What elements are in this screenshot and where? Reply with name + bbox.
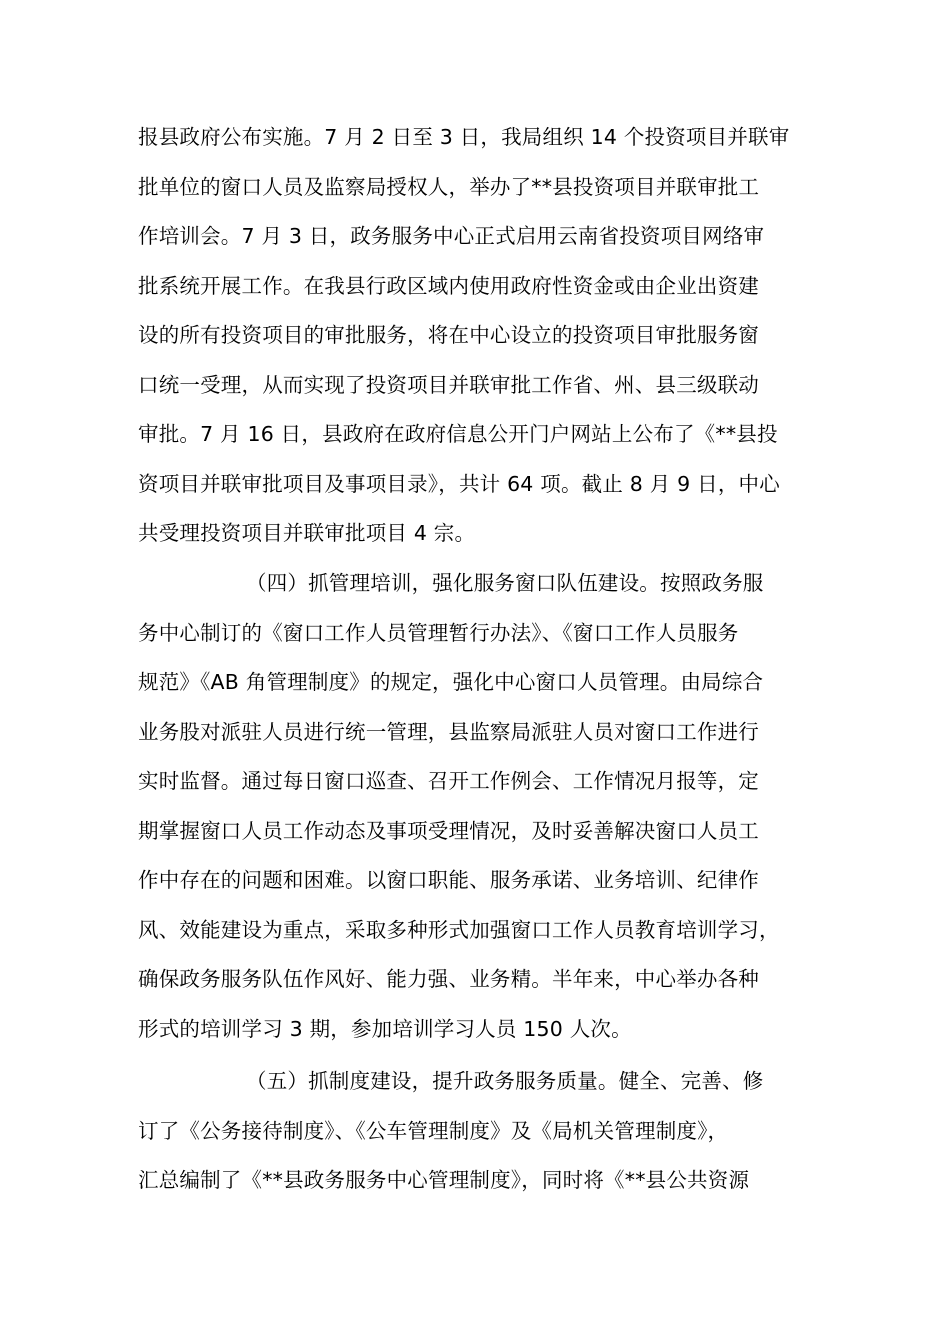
section-heading-four: （四）抓管理培训，强化服务窗口队伍建设。按照政务服: [246, 571, 764, 595]
section-heading-five: （五）抓制度建设，提升政务服务质量。健全、完善、修: [246, 1069, 764, 1093]
text-line: 批系统开展工作。在我县行政区域内使用政府性资金或由企业出资建: [138, 274, 759, 298]
text-line: 共受理投资项目并联审批项目 4 宗。: [138, 521, 476, 545]
text-line: 形式的培训学习 3 期，参加培训学习人员 150 人次。: [138, 1017, 632, 1041]
text-line: 期掌握窗口人员工作动态及事项受理情况，及时妥善解决窗口人员工: [138, 819, 759, 843]
text-line: 实时监督。通过每日窗口巡查、召开工作例会、工作情况月报等，定: [138, 769, 759, 793]
text-line: 作中存在的问题和困难。以窗口职能、服务承诺、业务培训、纪律作: [138, 868, 759, 892]
text-line: 规范》《AB 角管理制度》的规定，强化中心窗口人员管理。由局综合: [138, 670, 764, 694]
text-line: 设的所有投资项目的审批服务，将在中心设立的投资项目审批服务窗: [138, 323, 759, 347]
text-line: 订了《公务接待制度》、《公车管理制度》及《局机关管理制度》，: [138, 1119, 729, 1143]
text-line: 审批。7 月 16 日，县政府在政府信息公开门户网站上公布了《**县投: [138, 422, 778, 446]
text-line: 业务股对派驻人员进行统一管理，县监察局派驻人员对窗口工作进行: [138, 720, 759, 744]
text-line: 风、效能建设为重点，采取多种形式加强窗口工作人员教育培训学习，: [138, 918, 780, 942]
text-line: 批单位的窗口人员及监察局授权人，举办了**县投资项目并联审批工: [138, 175, 760, 199]
text-line: 务中心制订的《窗口工作人员管理暂行办法》、《窗口工作人员服务: [138, 621, 739, 645]
text-line: 报县政府公布实施。7 月 2 日至 3 日，我局组织 14 个投资项目并联审: [138, 125, 790, 149]
text-line: 确保政务服务队伍作风好、能力强、业务精。半年来，中心举办各种: [138, 967, 759, 991]
text-line: 口统一受理，从而实现了投资项目并联审批工作省、州、县三级联动: [138, 373, 759, 397]
text-line: 资项目并联审批项目及事项目录》，共计 64 项。截止 8 月 9 日，中心: [138, 472, 780, 496]
text-line: 作培训会。7 月 3 日，政务服务中心正式启用云南省投资项目网络审: [138, 224, 765, 248]
text-line: 汇总编制了《**县政务服务中心管理制度》，同时将《**县公共资源: [138, 1168, 750, 1192]
